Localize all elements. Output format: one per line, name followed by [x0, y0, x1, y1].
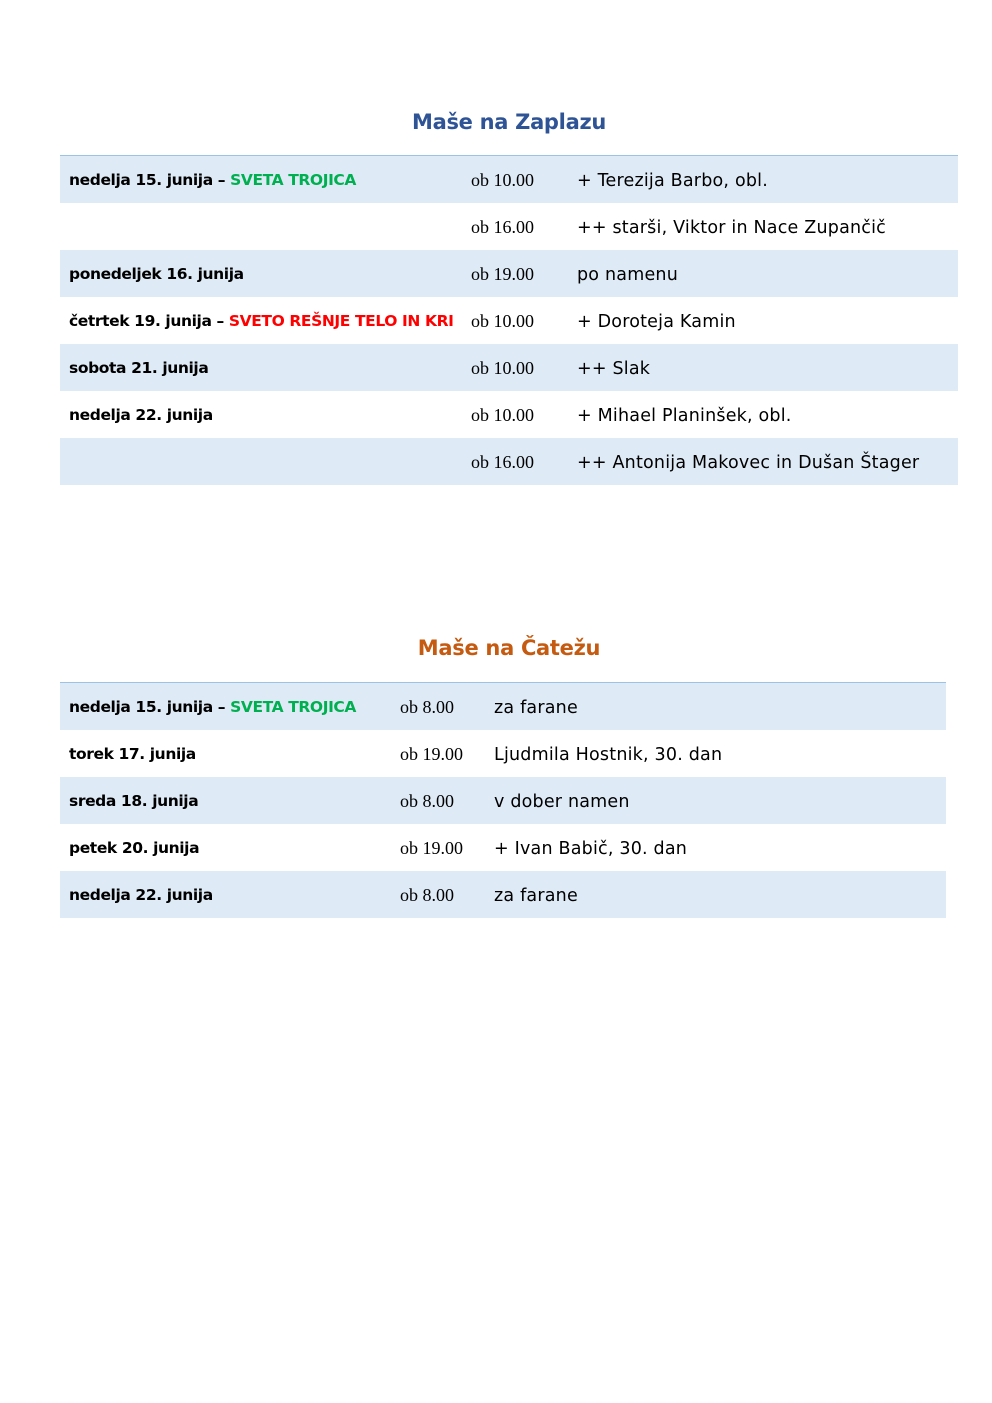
table-row	[60, 344, 958, 391]
table-row	[60, 250, 958, 297]
intention-cell: za farane	[494, 886, 578, 906]
time-cell: ob 19.00	[471, 264, 534, 284]
feast-separator: –	[212, 171, 231, 189]
table-row	[60, 438, 958, 485]
intention-cell: ++ Slak	[577, 359, 651, 379]
intention-cell: v dober namen	[494, 792, 630, 812]
day-cell	[69, 311, 453, 331]
intention-cell: ++ Antonija Makovec in Dušan Štager	[577, 453, 920, 473]
day-cell	[69, 264, 244, 284]
day-cell	[69, 170, 356, 190]
time-cell: ob 10.00	[471, 405, 534, 425]
feast-label: SVETA TROJICA	[230, 698, 357, 716]
day-cell	[69, 744, 196, 764]
day-cell	[69, 791, 198, 811]
day-label: nedelja 22. junija	[69, 406, 213, 424]
feast-label: SVETA TROJICA	[230, 171, 357, 189]
intention-cell: Ljudmila Hostnik, 30. dan	[494, 745, 723, 765]
table-row	[60, 683, 946, 730]
time-cell: ob 10.00	[471, 358, 534, 378]
day-label: nedelja 15. junija	[69, 171, 213, 189]
day-label: nedelja 22. junija	[69, 886, 213, 904]
day-label: četrtek 19. junija	[69, 312, 212, 330]
day-label: sreda 18. junija	[69, 792, 199, 810]
table-row	[60, 824, 946, 871]
day-label: sobota 21. junija	[69, 359, 209, 377]
time-cell: ob 16.00	[471, 217, 534, 237]
time-cell: ob 8.00	[400, 697, 454, 717]
intention-cell: + Doroteja Kamin	[577, 312, 736, 332]
feast-label: SVETO REŠNJE TELO IN KRI	[228, 312, 454, 330]
day-cell	[69, 838, 199, 858]
time-cell: ob 10.00	[471, 170, 534, 190]
time-cell: ob 8.00	[400, 885, 454, 905]
mass-schedule-zaplaz	[60, 155, 958, 485]
intention-cell: + Terezija Barbo, obl.	[577, 171, 768, 191]
day-cell	[69, 885, 213, 905]
day-cell	[69, 405, 213, 425]
intention-cell: po namenu	[577, 265, 678, 285]
section-title-catez: Maše na Čatežu	[417, 636, 601, 660]
intention-cell: za farane	[494, 698, 578, 718]
time-cell: ob 10.00	[471, 311, 534, 331]
table-row	[60, 730, 946, 777]
intention-cell: + Mihael Planinšek, obl.	[577, 406, 792, 426]
table-row	[60, 871, 946, 918]
time-cell: ob 19.00	[400, 838, 463, 858]
feast-separator: –	[211, 312, 229, 330]
day-label: ponedeljek 16. junija	[69, 265, 244, 283]
day-label: torek 17. junija	[69, 745, 196, 763]
table-row	[60, 156, 958, 203]
table-row	[60, 203, 958, 250]
day-cell	[69, 697, 356, 717]
table-row	[60, 391, 958, 438]
day-label: petek 20. junija	[69, 839, 200, 857]
section-title-zaplaz: Maše na Zaplazu	[411, 110, 607, 134]
table-row	[60, 297, 958, 344]
feast-separator: –	[212, 698, 231, 716]
table-row	[60, 777, 946, 824]
intention-cell: ++ starši, Viktor in Nace Zupančič	[577, 218, 886, 238]
time-cell: ob 19.00	[400, 744, 463, 764]
intention-cell: + Ivan Babič, 30. dan	[494, 839, 688, 859]
time-cell: ob 8.00	[400, 791, 454, 811]
day-label: nedelja 15. junija	[69, 698, 213, 716]
mass-schedule-catez	[60, 682, 946, 918]
day-cell	[69, 358, 208, 378]
time-cell: ob 16.00	[471, 452, 534, 472]
